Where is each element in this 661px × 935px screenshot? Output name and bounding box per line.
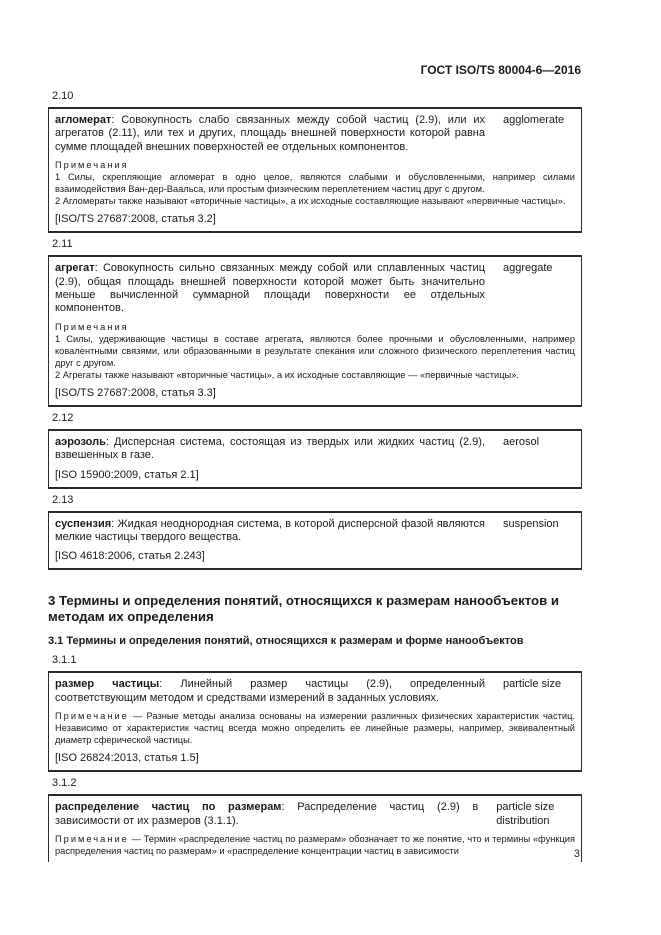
page-number: 3 xyxy=(573,848,580,860)
entry-number: 3.1.1 xyxy=(52,654,77,667)
term-entry-aggregate xyxy=(48,255,582,407)
note: Примечание — Термин «распределение частиц по размерам» обозначает то же понятие, что и термины «функция распределения частиц по размерам» и «распределение концентрации частиц в зависимости xyxy=(55,834,575,857)
definition: распределение частиц по размерам: Распределение частиц (2.9) в зависимости от их размеров (3.1.1). xyxy=(55,801,479,827)
term-entry-suspension xyxy=(48,511,582,571)
term: агрегат xyxy=(55,262,95,275)
entry-number: 2.12 xyxy=(52,411,74,424)
entry-number: 2.13 xyxy=(52,493,74,506)
term-entry-agglomerate xyxy=(48,107,582,233)
english-term: particle size distribution xyxy=(496,801,555,827)
definition: суспензия: Жидкая неоднородная система, в которой дисперсной фазой являются мелкие частицы твердого вещества. xyxy=(55,517,485,544)
term: суспензия xyxy=(55,517,112,530)
definition: агрегат: Совокупность сильно связанных между собой или сплавленных частиц (2.9), общая площадь внешней поверхности которой может быть значительно меньше вычисленной суммарной площади поверхности ее отдельных компонентов. xyxy=(55,262,485,315)
source-reference: [ISO 26824:2013, статья 1.5] xyxy=(55,752,199,765)
subsection-heading: 3.1 Термины и определения понятий, относящихся к размерам и форме нанообъектов xyxy=(48,635,524,648)
entry-number: 2.11 xyxy=(52,238,73,251)
section-heading: 3 Термины и определения понятий, относящихся к размерам нанообъектов и методам их определения xyxy=(48,593,559,625)
term: размер частицы xyxy=(55,678,160,691)
definition: агломерат: Совокупность слабо связанных между собой частиц (2.9), или их агрегатов (2.11), или тех и других, площадь внешней поверхности которой равна сумме площадей внешних поверхностей ее отдельных компонентов. xyxy=(55,114,485,153)
term-entry-particle-size xyxy=(48,671,582,772)
term: аэрозоль xyxy=(55,435,106,448)
page-content xyxy=(48,90,582,867)
english-term: particle size xyxy=(503,678,562,691)
source-reference: [ISO/TS 27687:2008, статья 3.3] xyxy=(55,386,216,399)
definition: аэрозоль: Дисперсная система, состоящая из твердых или жидких частиц (2.9), взвешенных в газе. xyxy=(55,435,485,462)
english-term: agglomerate xyxy=(503,114,565,126)
term-entry-particle-size-distribution xyxy=(48,794,582,862)
term: распределение частиц по размерам xyxy=(55,801,282,814)
entry-number: 3.1.2 xyxy=(52,777,77,790)
note: Примечание — Разные методы анализа основаны на измерении различных физических характеристик частиц. Независимо от характеристик частиц всегда можно определить ее линейные размеры, например, эквивалентный диаметр сферической частицы. xyxy=(55,711,575,746)
source-reference: [ISO 15900:2009, статья 2.1] xyxy=(55,468,199,481)
term-entry-aerosol xyxy=(48,429,582,489)
notes: Примечания 1 Силы, удерживающие частицы в составе агрегата, являются более прочными и обусловленными, например ковалентными связями, или образованными в результате спекания или сложного физического переплетения частиц друг с другом. 2 Агрегаты также называют «вторичные частицы», а их исходные составляющие — «первичные частицы». xyxy=(55,321,575,380)
notes: Примечания 1 Силы, скрепляющие агломерат в одно целое, являются слабыми и обусловленными, например силами взаимодействия Ван-дер-Ваальса, или простым физическим переплетением частиц друг с другом. 2 Агломераты также называют «вторичные частицы», а их исходные составляющие называют «первичные частицы». xyxy=(55,160,575,207)
english-term: aerosol xyxy=(503,435,540,448)
source-reference: [ISO 4618:2006, статья 2.243] xyxy=(55,550,205,563)
term: агломерат xyxy=(55,114,112,126)
english-term: suspension xyxy=(503,517,559,530)
definition: размер частицы: Линейный размер частицы (2.9), определенный соответствующим методом и средствами измерений в заданных условиях. xyxy=(55,678,485,704)
english-term: aggregate xyxy=(503,262,553,275)
document-header: ГОСТ ISO/TS 80004-6—2016 xyxy=(420,63,581,77)
source-reference: [ISO/TS 27687:2008, статья 3.2] xyxy=(55,213,216,226)
entry-number: 2.10 xyxy=(52,90,74,102)
